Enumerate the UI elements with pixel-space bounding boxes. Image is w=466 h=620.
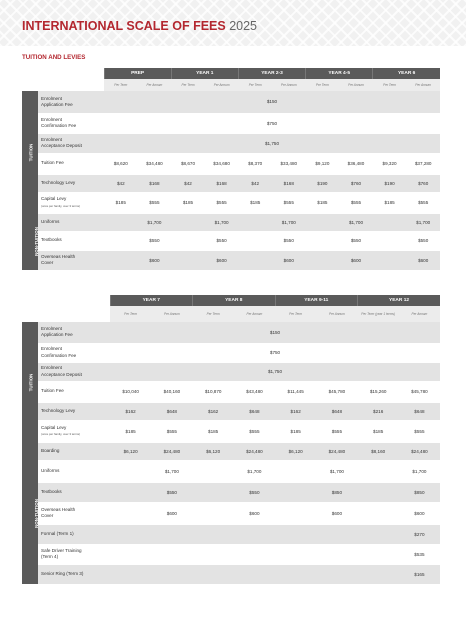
fee-label-text: Enrolment Application Fee [41,95,73,107]
fee-value: $10,040 [110,381,151,402]
year-header-row [22,295,440,306]
fee-value: $1,700 [339,213,373,231]
year-header: YEAR 8 [193,295,276,306]
fee-value: $550 [272,231,306,250]
fee-value [193,502,234,524]
fee-value: $185 [275,420,316,442]
fee-value [275,482,316,502]
fee-label [38,460,110,482]
fee-row [22,231,440,250]
fee-value: $168 [205,174,239,192]
fee-value: $850 [399,482,440,502]
per-annum-label: Per Annum [339,79,373,91]
fee-label [38,174,104,192]
fee-label [38,213,104,231]
fee-value: $600 [316,502,357,524]
fee-value: $535 [399,544,440,564]
fee-value: $168 [272,174,306,192]
fee-value [316,564,357,584]
fee-value: $185 [358,420,399,442]
fee-label [38,442,110,460]
per-annum-label: Per Annum [316,306,357,322]
per-term-label: Per Term (year 1 terms) [358,306,399,322]
fee-value: $24,480 [316,442,357,460]
fee-label-text: Senior Ring (Term 3) [41,570,84,576]
fee-label [38,502,110,524]
fees-table-primary [22,68,440,271]
per-term-label: Per Term [275,306,316,322]
fee-value: $648 [151,402,192,420]
fee-value: $42 [238,174,272,192]
header-blank [22,68,104,79]
subheader-blank [22,306,110,322]
fee-value [238,213,272,231]
fee-value: $8,620 [104,153,138,174]
fee-value: $1,700 [205,213,239,231]
fee-value: $185 [306,192,340,213]
fee-value [275,502,316,524]
fee-value: $555 [316,420,357,442]
fee-label-text: Enrolment Application Fee [41,326,73,338]
fee-label-note: (once per family, over 3 terms) [41,432,80,436]
fee-row [22,502,440,524]
fee-value: $34,480 [138,153,172,174]
fee-value-span: $750 [110,343,440,362]
fee-value: $850 [316,482,357,502]
fee-value [234,524,275,544]
fee-label [38,322,110,343]
fee-value: $600 [138,250,172,270]
fee-value: $555 [205,192,239,213]
fee-value [151,524,192,544]
fee-value: $555 [234,420,275,442]
fee-label [38,231,104,250]
fee-value: $8,670 [171,153,205,174]
fee-value: $555 [138,192,172,213]
fee-label-text: Enrolment Confirmation Fee [41,116,77,128]
fee-label [38,91,104,113]
fee-label-text: Enrolment Acceptance Deposit [41,365,82,377]
fee-label-text: Enrolment Confirmation Fee [41,346,77,358]
group-label-tuition [22,322,38,442]
fee-value: $33,480 [272,153,306,174]
fee-value [306,231,340,250]
fee-value [306,250,340,270]
fee-value: $11,445 [275,381,316,402]
fee-label-note: (once per family, over 3 terms) [41,203,80,208]
fee-value: $9,120 [306,153,340,174]
fee-value: $8,370 [238,153,272,174]
fee-value: $24,480 [151,442,192,460]
fee-value [275,524,316,544]
per-term-label: Per Term [110,306,151,322]
fee-value: $600 [234,502,275,524]
fee-value [316,544,357,564]
fee-value-span: $750 [104,113,440,133]
fee-value [193,544,234,564]
fee-value: $24,480 [234,442,275,460]
fee-label [38,564,110,584]
fee-value: $1,700 [151,460,192,482]
per-term-label: Per Term [373,79,407,91]
fee-row [22,91,440,113]
period-subheader-row [22,79,440,91]
fee-value: $550 [205,231,239,250]
fee-value: $555 [406,192,440,213]
fee-value [171,250,205,270]
fee-value: $162 [193,402,234,420]
fee-label-text: Tuition Fee [41,160,64,166]
fee-value [193,482,234,502]
fee-value: $550 [138,231,172,250]
fee-value [104,213,138,231]
fee-value [275,564,316,584]
fee-row [22,402,440,420]
fee-row [22,192,440,213]
fee-row [22,362,440,381]
fee-value: $555 [272,192,306,213]
fee-row [22,322,440,343]
fee-label-text: Boarding [41,447,60,453]
fee-value [110,544,151,564]
fee-value: $555 [339,192,373,213]
fee-value: $185 [171,192,205,213]
year-header: YEAR 4-5 [306,68,373,79]
fee-value [234,544,275,564]
section-title: TUITION AND LEVIES [22,54,86,61]
fee-value [151,564,192,584]
fee-value: $190 [373,174,407,192]
fee-value [193,564,234,584]
fee-value [358,524,399,544]
group-label-text: TUITION [28,373,34,391]
fee-value: $168 [138,174,172,192]
per-annum-label: Per Annum [151,306,192,322]
fee-value: $42 [171,174,205,192]
fee-value [358,564,399,584]
fee-label [38,524,110,544]
fee-value [171,213,205,231]
fee-row [22,420,440,442]
fee-value [358,482,399,502]
fee-value [238,231,272,250]
fee-row [22,213,440,231]
fee-value: $600 [151,502,192,524]
fee-value: $600 [399,502,440,524]
fee-label-text: Tuition Fee [41,388,64,394]
fee-value: $15,260 [358,381,399,402]
fee-row [22,482,440,502]
per-annum-label: Per Annum [138,79,172,91]
fee-row [22,133,440,153]
fee-value: $8,160 [358,442,399,460]
fee-label [38,381,110,402]
fee-label-text: Textbooks [41,237,62,243]
fee-row [22,442,440,460]
fee-value [373,213,407,231]
group-label-non_tuition [22,213,38,270]
fee-value: $550 [234,482,275,502]
fee-value [193,460,234,482]
per-term-label: Per Term [104,79,138,91]
fee-value: $600 [272,250,306,270]
fee-value [373,250,407,270]
fee-value: $600 [339,250,373,270]
fee-value: $648 [316,402,357,420]
fee-value [110,460,151,482]
per-annum-label: Per Annum [234,306,275,322]
fee-value-span: $150 [104,91,440,113]
fee-value: $165 [399,564,440,584]
fee-value-span: $1,750 [104,133,440,153]
year-header: YEAR 12 [358,295,441,306]
page-title-year: 2025 [229,19,258,33]
fee-value: $185 [104,192,138,213]
fee-label [38,544,110,564]
fee-label-text: Uniforms [41,218,60,224]
fee-row [22,381,440,402]
fee-label-text: Technology Levy [41,179,76,185]
year-header: YEAR 2-3 [238,68,305,79]
fee-label [38,362,110,381]
fee-value [358,460,399,482]
fee-row [22,564,440,584]
fee-value [171,231,205,250]
fee-value: $45,780 [399,381,440,402]
fee-value: $550 [339,231,373,250]
fee-value: $550 [151,482,192,502]
group-label-non_tuition [22,442,38,584]
fee-value: $43,480 [234,381,275,402]
fee-value: $555 [151,420,192,442]
fee-value [358,544,399,564]
fee-value [110,502,151,524]
fee-value: $550 [406,231,440,250]
fee-value [110,524,151,544]
period-subheader-row [22,306,440,322]
fees-table-secondary [22,295,440,585]
fee-label-text: Overseas Health Cover [41,253,76,265]
fee-value: $648 [234,402,275,420]
fee-value [238,250,272,270]
fee-value: $34,680 [205,153,239,174]
fee-value: $1,700 [272,213,306,231]
year-header: PREP [104,68,171,79]
fee-value [104,231,138,250]
per-annum-label: Per Annum [399,306,440,322]
fee-value: $162 [110,402,151,420]
header-blank [22,295,110,306]
fee-value: $185 [373,192,407,213]
fee-label-text: Overseas Health Cover [41,506,76,518]
fee-value: $37,280 [406,153,440,174]
fee-value: $185 [238,192,272,213]
fee-value [151,544,192,564]
fee-row [22,343,440,362]
fee-value: $555 [399,420,440,442]
fee-value: $648 [399,402,440,420]
subheader-blank [22,79,104,91]
fee-value-span: $150 [110,322,440,343]
year-header: YEAR 9-11 [275,295,358,306]
fee-label [38,153,104,174]
fee-label [38,250,104,270]
fee-value: $185 [193,420,234,442]
group-label-text: NON-TUITION [33,227,39,256]
fee-label-text: Capital Levy [41,196,67,202]
fee-value: $600 [406,250,440,270]
fee-label-text: Technology Levy [41,407,76,413]
fee-value: $600 [205,250,239,270]
fee-value: $1,700 [234,460,275,482]
fee-value: $270 [399,524,440,544]
fee-value: $9,320 [373,153,407,174]
per-term-label: Per Term [306,79,340,91]
fee-value: $1,700 [316,460,357,482]
fee-value: $162 [275,402,316,420]
fee-value [104,250,138,270]
fee-value [275,544,316,564]
fee-label-text: Formal (Term 1) [41,530,74,536]
fee-value: $190 [306,174,340,192]
fee-label [38,113,104,133]
fee-label [38,133,104,153]
group-label-tuition [22,91,38,213]
group-label-text: TUITION [28,143,34,161]
page-title [22,19,257,33]
per-term-label: Per Term [193,306,234,322]
fee-label [38,192,104,213]
per-term-label: Per Term [171,79,205,91]
fee-value [373,231,407,250]
year-header-row [22,68,440,79]
fee-value: $10,870 [193,381,234,402]
fee-value: $1,700 [399,460,440,482]
fee-value [110,482,151,502]
fee-label-text: Capital Levy [41,424,67,430]
fee-row [22,460,440,482]
fee-value: $6,120 [193,442,234,460]
fee-label [38,420,110,442]
year-header: YEAR 6 [373,68,440,79]
per-annum-label: Per Annum [406,79,440,91]
fee-row [22,153,440,174]
fee-value [110,564,151,584]
fee-label-text: Uniforms [41,467,60,473]
fee-value: $40,160 [151,381,192,402]
fee-value: $760 [339,174,373,192]
fee-value [193,524,234,544]
fee-label-text: Enrolment Acceptance Deposit [41,136,82,148]
fee-label [38,482,110,502]
fee-label [38,402,110,420]
fee-value-span: $1,750 [110,362,440,381]
fee-value: $216 [358,402,399,420]
fee-value [275,460,316,482]
fee-value [358,502,399,524]
fee-value: $6,120 [110,442,151,460]
fee-value [234,564,275,584]
page-title-main: INTERNATIONAL SCALE OF FEES [22,19,226,33]
fee-label [38,343,110,362]
fee-value: $1,700 [138,213,172,231]
fee-value: $6,120 [275,442,316,460]
fee-value: $36,480 [339,153,373,174]
year-header: YEAR 1 [171,68,238,79]
fee-value: $45,780 [316,381,357,402]
fee-value: $760 [406,174,440,192]
per-annum-label: Per Annum [205,79,239,91]
fee-row [22,524,440,544]
fee-row [22,250,440,270]
fee-row [22,174,440,192]
fee-value: $1,700 [406,213,440,231]
group-label-text: NON-TUITION [33,498,39,528]
fee-row [22,544,440,564]
fee-value [306,213,340,231]
fee-value [316,524,357,544]
fee-row [22,113,440,133]
fee-label-text: Safe Driver Training (Term 4) [41,547,82,559]
fee-value: $185 [110,420,151,442]
fee-label-text: Textbooks [41,488,62,494]
per-term-label: Per Term [238,79,272,91]
fee-value: $42 [104,174,138,192]
per-annum-label: Per Annum [272,79,306,91]
year-header: YEAR 7 [110,295,193,306]
fee-value: $24,480 [399,442,440,460]
